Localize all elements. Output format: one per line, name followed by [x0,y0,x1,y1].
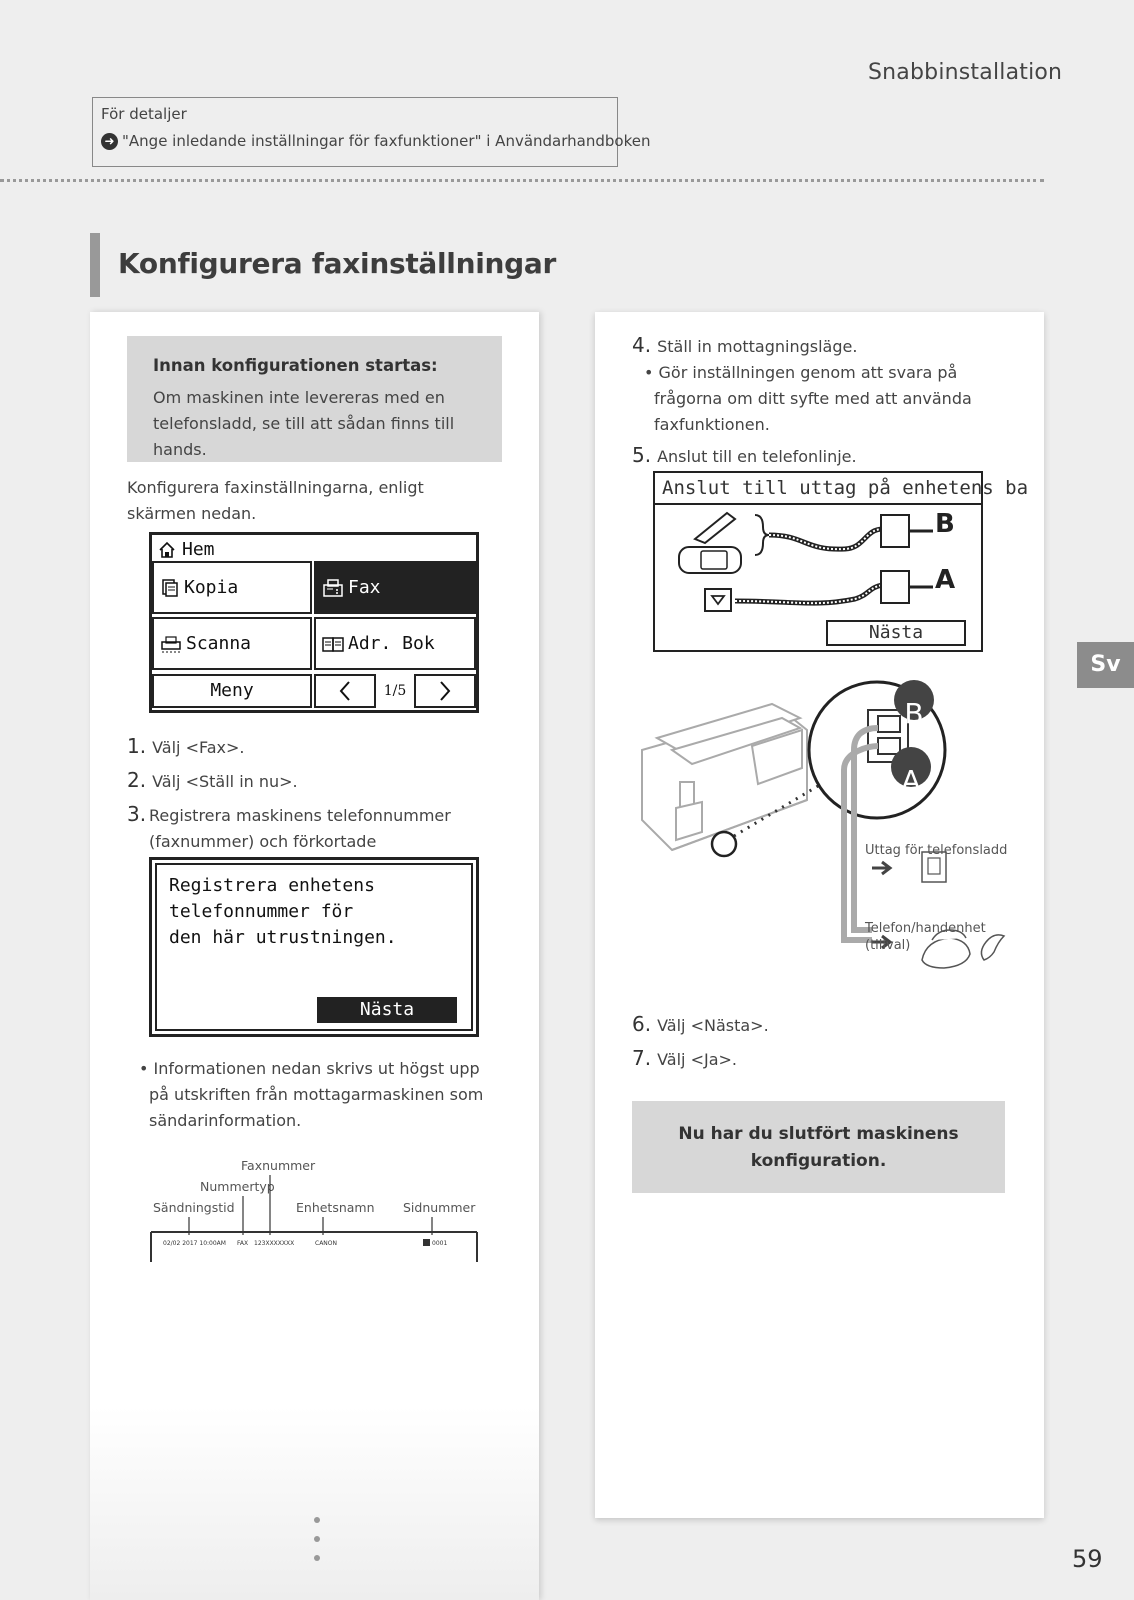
label-page-number: Sidnummer [403,1200,476,1215]
diagram-label-a: A [901,764,921,797]
step-7: 7. Välj <Ja>. [632,1046,737,1070]
tile-scan[interactable] [152,617,312,670]
tile-copy[interactable] [152,561,312,614]
register-line-3: den här utrustningen. [169,927,397,948]
sample-page: 0001 [432,1240,448,1247]
more-dot [314,1536,320,1542]
sample-type: FAX [237,1240,249,1247]
step-4: 4. Ställ in mottagningsläge. [632,333,858,357]
completion-line-2: konfiguration. [750,1151,887,1171]
arrow-right-icon: ➜ [101,133,118,150]
step-4-bullet: • Gör inställningen genom att svara på frågorna om ditt syfte med att använda faxfunktionen. [644,363,972,434]
tile-address-book-label: Adr. Bok [348,633,435,654]
prerequisite-body: Om maskinen inte levereras med en telefonsladd, se till att sådan finns till hands. [153,388,455,459]
sample-name: CANON [315,1240,337,1247]
page-title: Konfigurera faxinställningar [118,247,557,280]
register-line-1: Registrera enhetens [169,875,375,896]
chevron-left-icon [338,680,352,702]
details-box [92,97,651,167]
step-6: 6. Välj <Nästa>. [632,1012,769,1036]
label-number-type: Nummertyp [200,1179,275,1194]
section-header: Snabbinstallation [868,60,1063,85]
connect-label-b: B [935,509,955,539]
connect-screen [653,471,1029,652]
step-5: 5. Anslut till en telefonlinje. [632,443,857,467]
wall-jack-label: Uttag för telefonsladd [865,843,1008,858]
label-fax-number: Faxnummer [241,1158,316,1173]
details-label: För detaljer [101,105,187,123]
prerequisite-title: Innan konfigurationen startas: [153,356,438,375]
intro-text: Konfigurera faxinställningarna, enligt skärmen nedan. [127,478,424,523]
diagram-label-b: B [904,697,924,730]
register-screen [149,857,479,1037]
port-marker-icon [712,832,736,856]
step-1: 1. Välj <Fax>. [127,734,245,758]
register-line-2: telefonnummer för [169,901,354,922]
next-page-button[interactable] [414,674,476,708]
copy-icon [160,578,180,598]
sender-info-diagram [149,1155,479,1265]
arrow-right-icon [872,862,890,874]
tile-address-book[interactable] [314,617,476,670]
steps-right-2 [632,1011,1007,1073]
printer-icon [642,704,807,850]
more-dot [314,1517,320,1523]
label-unit-name: Enhetsnamn [296,1200,375,1215]
step-2: 2. Välj <Ställ in nu>. [127,768,298,792]
more-dot [314,1555,320,1561]
completion-line-1: Nu har du slutfört maskinens [678,1124,959,1144]
title-accent-bar [90,233,100,297]
language-tab[interactable]: Sv [1077,642,1134,688]
address-book-icon [322,634,344,654]
wall-jack-icon [705,589,731,611]
telephone-icon [679,513,741,573]
tile-scan-label: Scanna [186,633,252,654]
phone-label: Telefon/handenhet (tillval) [865,921,986,953]
prev-page-button[interactable] [314,674,376,708]
divider [0,179,1044,183]
sender-info-lines [149,1155,479,1265]
tile-fax[interactable] [314,561,476,614]
tile-fax-label: Fax [348,577,381,598]
prerequisite-box [127,336,502,462]
page-icon [423,1239,430,1246]
fax-icon [322,578,344,598]
home-screen [149,532,479,713]
details-reference-link[interactable]: "Ange inledande inställningar för faxfunktioner" i Användarhandboken [122,132,651,150]
page-number: 59 [1072,1545,1103,1573]
label-send-time: Sändningstid [153,1200,235,1215]
connect-next-button[interactable]: Nästa [826,620,966,646]
info-bullet: • Informationen nedan skrivs ut högst upp på utskriften från mottagarmaskinen som sändarinformation. [139,1059,484,1130]
home-icon [158,541,176,559]
register-next-button[interactable]: Nästa [317,997,457,1023]
scan-icon [160,634,182,654]
connect-illustration [655,505,981,613]
sample-number: 123XXXXXXX [254,1240,295,1247]
tile-copy-label: Kopia [184,577,239,598]
completion-box [632,1101,1005,1193]
steps-right [632,332,1007,470]
home-title: Hem [182,539,215,560]
connect-label-a: A [935,565,956,595]
step-3: 3. Registrera maskinens telefonnummer (faxnummer) och förkortade [127,802,451,851]
menu-button[interactable]: Meny [152,674,312,708]
chevron-right-icon [438,680,452,702]
sample-time: 02/02 2017 10:00AM [163,1240,226,1247]
connect-screen-title: Anslut till uttag på enhetens ba [655,473,981,505]
page-indicator: 1/5 [383,683,407,699]
